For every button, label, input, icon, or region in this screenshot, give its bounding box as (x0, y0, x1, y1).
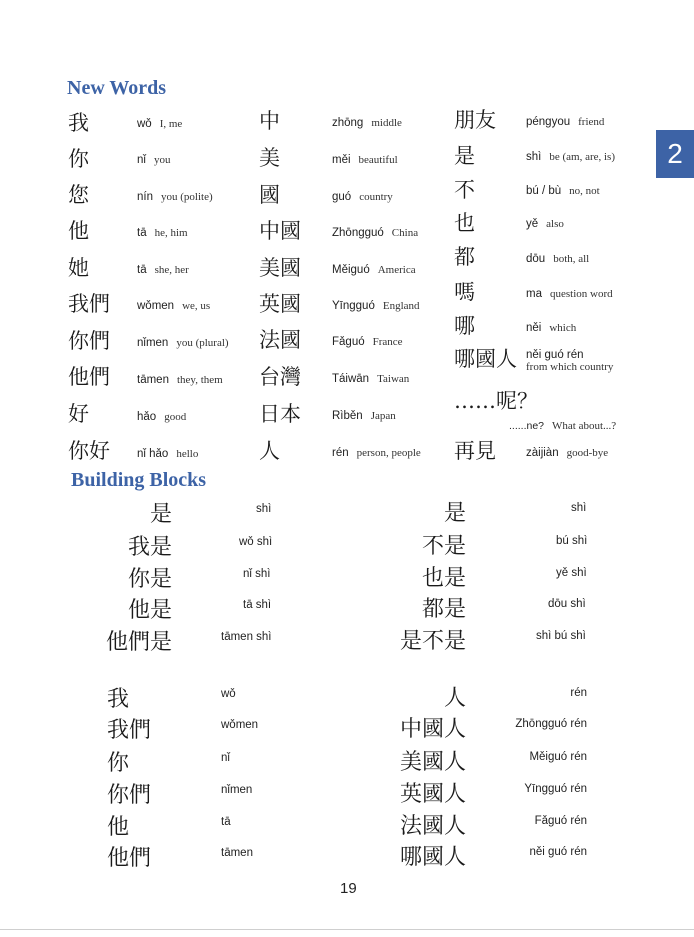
vocab-entry (526, 349, 613, 373)
vocab-hanzi: 法國 (259, 328, 301, 352)
vocab-entry (526, 282, 613, 301)
block-pinyin: něi guó rén (529, 846, 587, 858)
vocab-entry (526, 110, 604, 129)
vocab-english: England (382, 300, 420, 312)
block-hanzi: 法國人 (399, 814, 466, 839)
vocab-english: good (164, 411, 187, 423)
vocab-pinyin: shì (526, 151, 542, 163)
vocab-entry (526, 247, 589, 266)
vocab-hanzi: 日本 (259, 402, 301, 426)
vocab-english: beautiful (358, 154, 398, 166)
vocab-hanzi: 嗎 (454, 280, 475, 304)
block-hanzi: 也是 (421, 566, 466, 591)
vocab-hanzi: 你 (68, 147, 89, 171)
new-words-heading: New Words (67, 77, 167, 99)
vocab-pinyin: Yīngguó (332, 300, 375, 312)
vocab-entry (526, 179, 600, 198)
block-pinyin: Fǎguó rén (534, 815, 587, 827)
vocab-pinyin: péngyou (526, 116, 571, 128)
block-hanzi: 你 (107, 751, 130, 776)
vocab-english: friend (578, 116, 605, 128)
vocab-english: from which country (526, 361, 614, 373)
block-pinyin: wǒ (221, 688, 236, 700)
vocab-hanzi: 他們 (68, 365, 110, 389)
vocab-pinyin: hǎo (137, 411, 157, 423)
block-hanzi: 他們 (107, 846, 152, 871)
vocab-entry (137, 258, 189, 277)
vocab-pinyin: wǒ (137, 118, 152, 130)
vocab-hanzi: 是 (454, 144, 475, 168)
vocab-pinyin: wǒmen (137, 300, 175, 312)
vocab-hanzi: 好 (68, 402, 89, 426)
vocab-entry (332, 111, 402, 130)
vocab-english: America (377, 264, 416, 276)
block-pinyin: Měiguó rén (529, 751, 587, 763)
block-hanzi: 中國人 (399, 717, 466, 742)
vocab-entry (137, 442, 198, 461)
vocab-english: country (359, 191, 393, 203)
vocab-english: I, me (159, 118, 183, 130)
vocab-hanzi: 都 (454, 245, 475, 269)
vocab-entry (332, 294, 420, 313)
vocab-english: also (546, 218, 564, 230)
block-pinyin: nǐmen (221, 784, 253, 796)
block-pinyin: tā (221, 816, 231, 828)
vocab-pinyin: yě (526, 218, 539, 230)
vocab-english: we, us (182, 300, 211, 312)
vocab-pinyin: měi (332, 154, 351, 166)
block-hanzi: 哪國人 (399, 845, 466, 870)
vocab-entry (526, 441, 608, 460)
vocab-hanzi: 你好 (68, 439, 110, 463)
vocab-entry (137, 148, 170, 167)
vocab-pinyin: Zhōngguó (332, 227, 384, 239)
vocab-hanzi: 美國 (259, 256, 301, 280)
vocab-entry (137, 112, 182, 131)
block-pinyin: nǐ (221, 752, 230, 764)
block-hanzi: 他們是 (105, 630, 172, 655)
vocab-english: person, people (356, 447, 421, 459)
vocab-hanzi: 英國 (259, 292, 301, 316)
vocab-entry (137, 294, 210, 313)
vocab-hanzi: 哪 (454, 314, 475, 338)
block-hanzi: 你是 (127, 567, 172, 592)
vocab-entry (332, 367, 409, 386)
vocab-hanzi: 不 (454, 178, 475, 202)
vocab-pinyin: Rìběn (332, 410, 363, 422)
block-pinyin: shì bú shì (536, 630, 586, 642)
vocab-entry (332, 185, 393, 204)
vocab-hanzi: 你們 (68, 329, 110, 353)
vocab-english: she, her (154, 264, 189, 276)
vocab-hanzi: 我們 (68, 292, 110, 316)
vocab-hanzi: 也 (454, 211, 475, 235)
block-pinyin: nǐ shì (243, 568, 271, 580)
vocab-english: you (plural) (176, 337, 229, 349)
vocab-english: be (am, are, is) (549, 151, 616, 163)
block-hanzi: 人 (443, 686, 466, 711)
vocab-hanzi: 台灣 (259, 365, 301, 389)
page-number: 19 (340, 880, 357, 897)
block-hanzi: 我是 (127, 535, 172, 560)
vocab-english: he, him (154, 227, 188, 239)
block-hanzi: 美國人 (399, 750, 466, 775)
block-pinyin: tāmen (221, 847, 253, 859)
vocab-pinyin: tā (137, 264, 147, 276)
vocab-entry (332, 330, 403, 349)
block-hanzi: 我 (107, 687, 130, 712)
vocab-entry (526, 145, 615, 164)
block-hanzi: 是不是 (399, 629, 466, 654)
vocab-pinyin: zàijiàn (526, 447, 559, 459)
vocab-pinyin: bú / bù (526, 185, 562, 197)
vocab-english: middle (371, 117, 402, 129)
block-pinyin: bú shì (556, 535, 588, 547)
vocab-hanzi: 人 (259, 439, 280, 463)
vocab-entry (137, 331, 229, 350)
block-hanzi: 不是 (421, 534, 466, 559)
vocab-entry (137, 185, 213, 204)
bottom-divider (0, 929, 694, 930)
vocab-hanzi: 哪國人 (454, 347, 517, 371)
vocab-hanzi: 您 (68, 183, 89, 207)
block-pinyin: wǒ shì (239, 536, 273, 548)
vocab-entry (137, 368, 223, 387)
vocab-pinyin: nín (137, 191, 153, 203)
vocab-hanzi: 美 (259, 146, 280, 170)
vocab-pinyin: něi guó rén (526, 349, 584, 361)
block-hanzi: 你們 (107, 783, 152, 808)
vocab-entry (332, 148, 398, 167)
block-hanzi: 我們 (107, 718, 152, 743)
vocab-hanzi: 再見 (454, 439, 496, 463)
vocab-entry (509, 414, 616, 433)
block-hanzi: 是 (149, 502, 172, 527)
block-hanzi: 都是 (421, 597, 466, 622)
vocab-hanzi: ……呢？ (454, 389, 538, 413)
vocab-pinyin: nǐ hǎo (137, 448, 169, 460)
vocab-hanzi: 國 (259, 183, 280, 207)
vocab-hanzi: 中國 (259, 219, 301, 243)
vocab-english: you (polite) (161, 191, 213, 203)
vocab-english: China (391, 227, 419, 239)
vocab-english: which (549, 322, 577, 334)
vocab-entry (332, 441, 421, 460)
block-hanzi: 是 (443, 501, 466, 526)
block-pinyin: yě shì (556, 567, 587, 579)
vocab-english: France (372, 336, 403, 348)
chapter-tab: 2 (656, 130, 694, 178)
vocab-hanzi: 中 (259, 109, 280, 133)
vocab-pinyin: Měiguó (332, 264, 370, 276)
vocab-entry (526, 316, 576, 335)
vocab-pinyin: tā (137, 227, 147, 239)
vocab-english: What about...? (552, 420, 617, 432)
vocab-pinyin: ......ne? (509, 420, 545, 432)
block-hanzi: 他是 (127, 598, 172, 623)
vocab-english: they, them (176, 374, 223, 386)
vocab-entry (332, 258, 416, 277)
vocab-pinyin: tāmen (137, 374, 169, 386)
vocab-english: good-bye (566, 447, 609, 459)
vocab-pinyin: ma (526, 288, 542, 300)
building-blocks-heading: Building Blocks (71, 469, 207, 491)
block-hanzi: 英國人 (399, 782, 466, 807)
vocab-english: you (153, 154, 171, 166)
vocab-entry (137, 405, 186, 424)
block-hanzi: 他 (107, 815, 130, 840)
vocab-entry (526, 212, 564, 231)
vocab-pinyin: nǐ (137, 154, 146, 166)
block-pinyin: rén (570, 687, 587, 699)
vocab-pinyin: rén (332, 447, 349, 459)
block-pinyin: shì (571, 502, 587, 514)
block-pinyin: Yīngguó rén (524, 783, 587, 795)
vocab-english: no, not (569, 185, 600, 197)
vocab-pinyin: něi (526, 322, 542, 334)
vocab-hanzi: 我 (68, 111, 89, 135)
vocab-pinyin: nǐmen (137, 337, 169, 349)
vocab-english: both, all (553, 253, 590, 265)
vocab-entry (332, 404, 396, 423)
vocab-english: question word (549, 288, 613, 300)
vocab-pinyin: guó (332, 191, 352, 203)
vocab-english: Taiwan (377, 373, 410, 385)
vocab-hanzi: 朋友 (454, 108, 496, 132)
block-pinyin: wǒmen (221, 719, 259, 731)
block-pinyin: Zhōngguó rén (515, 718, 587, 730)
vocab-hanzi: 她 (68, 256, 89, 280)
vocab-entry (137, 221, 188, 240)
vocab-pinyin: zhōng (332, 117, 364, 129)
vocab-english: hello (176, 448, 199, 460)
vocab-pinyin: dōu (526, 253, 546, 265)
vocab-entry (332, 221, 418, 240)
block-pinyin: tā shì (243, 599, 272, 611)
vocab-hanzi: 他 (68, 219, 89, 243)
block-pinyin: shì (256, 503, 272, 515)
block-pinyin: dōu shì (548, 598, 586, 610)
vocab-english: Japan (370, 410, 396, 422)
block-pinyin: tāmen shì (221, 631, 272, 643)
vocab-pinyin: Fǎguó (332, 336, 365, 348)
vocab-pinyin: Táiwān (332, 373, 370, 385)
